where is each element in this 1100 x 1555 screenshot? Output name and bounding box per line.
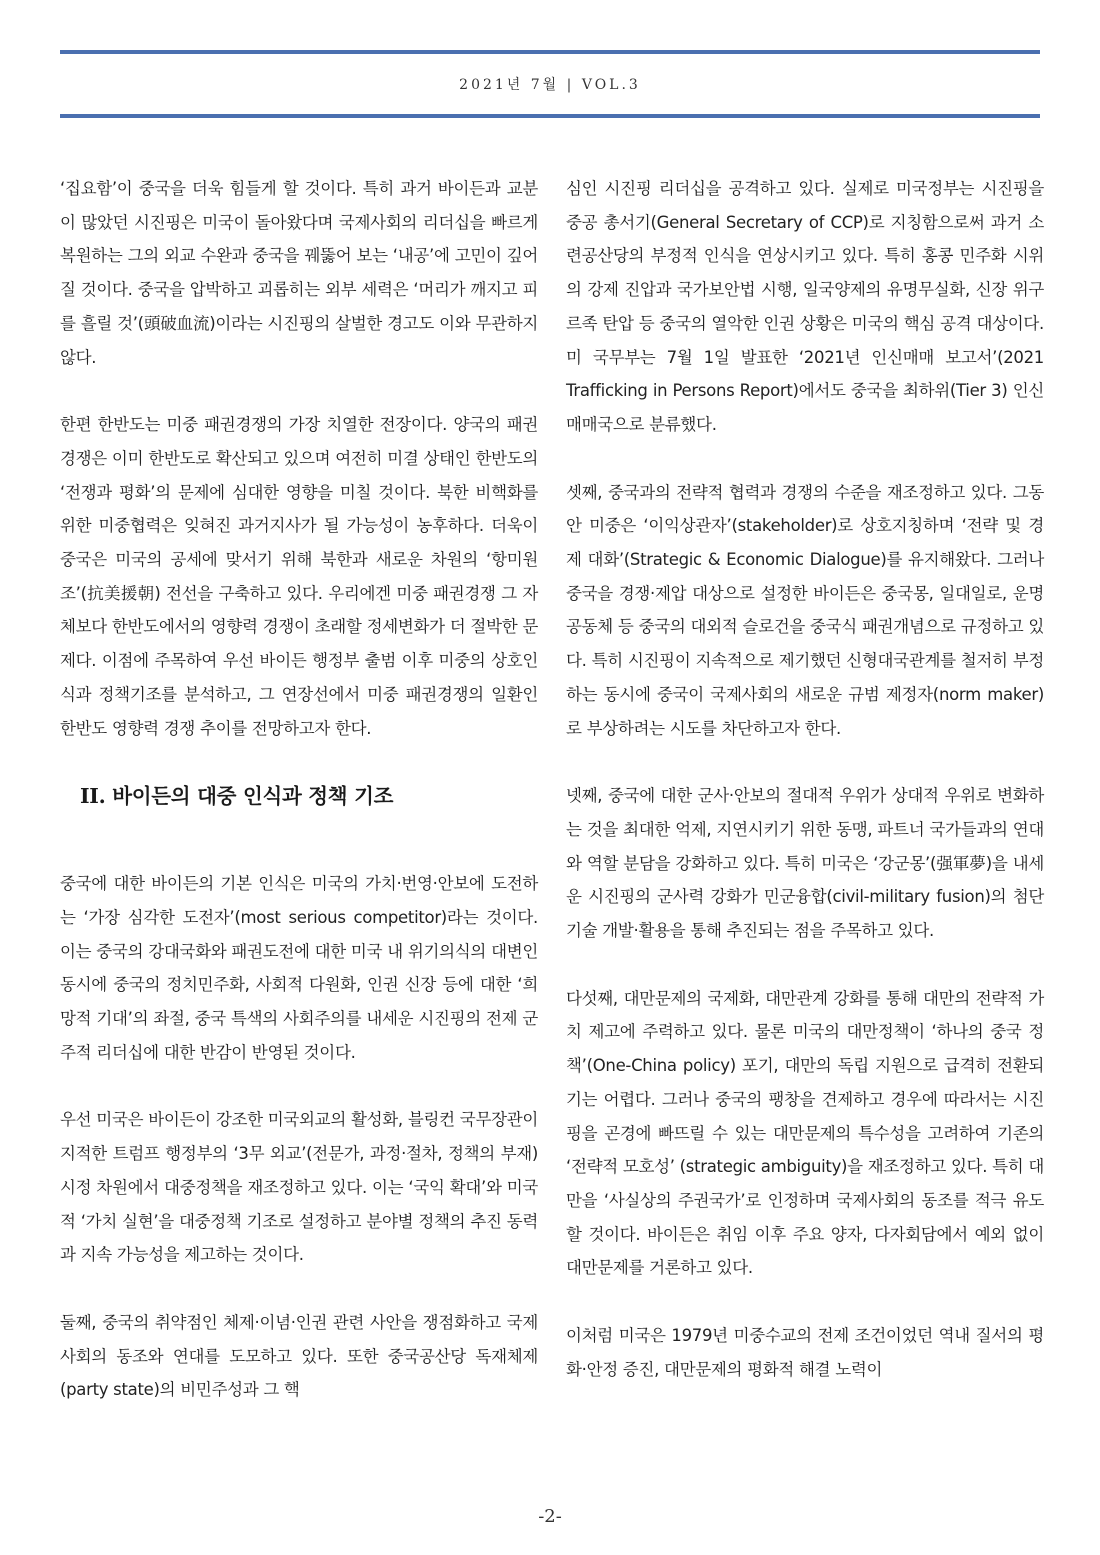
paragraph: 이처럼 미국은 1979년 미중수교의 전제 조건이었던 역내 질서의 평화·안정 증진, 대만문제의 평화적 해결 노력이 <box>566 1326 1044 1379</box>
paragraph: 다섯째, 대만문제의 국제화, 대만관계 강화를 통해 대만의 전략적 가치 제고에 주력하고 있다. 물론 미국의 대만정책이 ‘하나의 중국 정책’(One-China policy) 포기, 대만의 독립 지원으로 급격히 전환되기는 어렵다. 그러나 중국의 팽창을 견제하고 경우에 따라서는 시진핑을 곤경에 빠뜨릴 수 있는 대만문제의 특수성을 고려하여 기존의 ‘전략적 모호성’ (strategic ambiguity)을 재조정하고 있다. 특히 대만을 ‘사실상의 주권국가’로 인정하며 국제사회의 동조를 적극 유도할 것이다. 바이든은 취임 이후 주요 양자, 다자회담에서 예외 없이 대만문제를 거론하고 있다. <box>566 988 1044 1278</box>
paragraph: 우선 미국은 바이든이 강조한 미국외교의 활성화, 블링컨 국무장관이 지적한 트럼프 행정부의 ‘3무 외교’(전문가, 과정·절차, 정책의 부재) 시정 차원에서 대중정책을 재조정하고 있다. 이는 ‘국익 확대’와 미국적 ‘가치 실현’을 대중정책 기조로 설정하고 분야별 정책의 추진 동력과 지속 가능성을 제고하는 것이다. <box>60 1110 538 1265</box>
paragraph: 둘째, 중국의 취약점인 체제·이념·인권 관련 사안을 쟁점화하고 국제사회의 동조와 연대를 도모하고 있다. 또한 중국공산당 독재체제(party state)의 비민주성과 그 핵 <box>60 1312 538 1400</box>
paragraph: 중국에 대한 바이든의 기본 인식은 미국의 가치·번영·안보에 도전하는 ‘가장 심각한 도전자’(most serious competitor)라는 것이다. 이는 중국의 강대국화와 패권도전에 대한 미국 내 위기의식의 대변인 동시에 중국의 정치민주화, 사회적 다원화, 인권 신장 등에 대한 ‘희망적 기대’의 좌절, 중국 특색의 사회주의를 내세운 시진핑의 전제 군주적 리더십에 대한 반감이 반영된 것이다. <box>60 874 538 1062</box>
header-bottom-rule <box>60 114 1040 118</box>
right-column <box>566 172 1044 1421</box>
paragraph: 심인 시진핑 리더십을 공격하고 있다. 실제로 미국정부는 시진핑을 중공 총서기(General Secretary of CCP)로 지칭함으로써 과거 소련공산당의 부정적 인식을 연상시키고 있다. 특히 홍콩 민주화 시위의 강제 진압과 국가보안법 시행, 일국양제의 유명무실화, 신장 위구르족 탄압 등 중국의 열악한 인권 상황은 미국의 핵심 공격 대상이다. 미 국무부는 7월 1일 발표한 ‘2021년 인신매매 보고서’(2021 Trafficking in Persons Report)에서도 중국을 최하위(Tier 3) 인신매매국으로 분류했다. <box>566 179 1044 434</box>
page-number: -2- <box>538 1506 562 1527</box>
issue-header: 2021년 7월 | VOL.3 <box>459 77 641 93</box>
paragraph: 셋째, 중국과의 전략적 협력과 경쟁의 수준을 재조정하고 있다. 그동안 미중은 ‘이익상관자’(stakeholder)로 상호지칭하며 ‘전략 및 경제 대화’(Strategic & Economic Dialogue)를 유지해왔다. 그러나 중국을 경쟁·제압 대상으로 설정한 바이든은 중국몽, 일대일로, 운명공동체 등 중국의 대외적 슬로건을 중국식 패권개념으로 규정하고 있다. 특히 시진핑이 지속적으로 제기했던 신형대국관계를 철저히 부정하는 동시에 중국이 국제사회의 새로운 규범 제정자(norm maker)로 부상하려는 시도를 차단하고자 한다. <box>566 482 1044 738</box>
section-heading: II. 바이든의 대중 인식과 정책 기조 <box>80 784 394 809</box>
paragraph: 넷째, 중국에 대한 군사·안보의 절대적 우위가 상대적 우위로 변화하는 것을 최대한 억제, 지연시키기 위한 동맹, 파트너 국가들과의 연대와 역할 분담을 강화하고 있다. 특히 미국은 ‘강군몽’(强軍夢)을 내세운 시진핑의 군사력 강화가 민군융합(civil-military fusion)의 첨단기술 개발·활용을 통해 추진되는 점을 주목하고 있다. <box>566 786 1044 941</box>
left-column <box>60 172 538 1441</box>
header-top-rule <box>60 50 1040 54</box>
paragraph: 한편 한반도는 미중 패권경쟁의 가장 치열한 전장이다. 양국의 패권경쟁은 이미 한반도로 확산되고 있으며 여전히 미결 상태인 한반도의 ‘전쟁과 평화’의 문제에 심대한 영향을 미칠 것이다. 북한 비핵화를 위한 미중협력은 잊혀진 과거지사가 될 가능성이 농후하다. 더욱이 중국은 미국의 공세에 맞서기 위해 북한과 새로운 차원의 ‘항미원조’(抗美援朝) 전선을 구축하고 있다. 우리에겐 미중 패권경쟁 그 자체보다 한반도에서의 영향력 경쟁이 초래할 정세변화가 더 절박한 문제다. 이점에 주목하여 우선 바이든 행정부 출범 이후 미중의 상호인식과 정책기조를 분석하고, 그 연장선에서 미중 패권경쟁의 일환인 한반도 영향력 경쟁 추이를 전망하고자 한다. <box>60 415 538 738</box>
paragraph: ‘집요함’이 중국을 더욱 힘들게 할 것이다. 특히 과거 바이든과 교분이 많았던 시진핑은 미국이 돌아왔다며 국제사회의 리더십을 빠르게 복원하는 그의 외교 수완과 중국을 꿰뚫어 보는 ‘내공’에 고민이 깊어질 것이다. 중국을 압박하고 괴롭히는 외부 세력은 ‘머리가 깨지고 피를 흘릴 것’(頭破血流)이라는 시진핑의 살벌한 경고도 이와 무관하지 않다. <box>60 179 538 367</box>
